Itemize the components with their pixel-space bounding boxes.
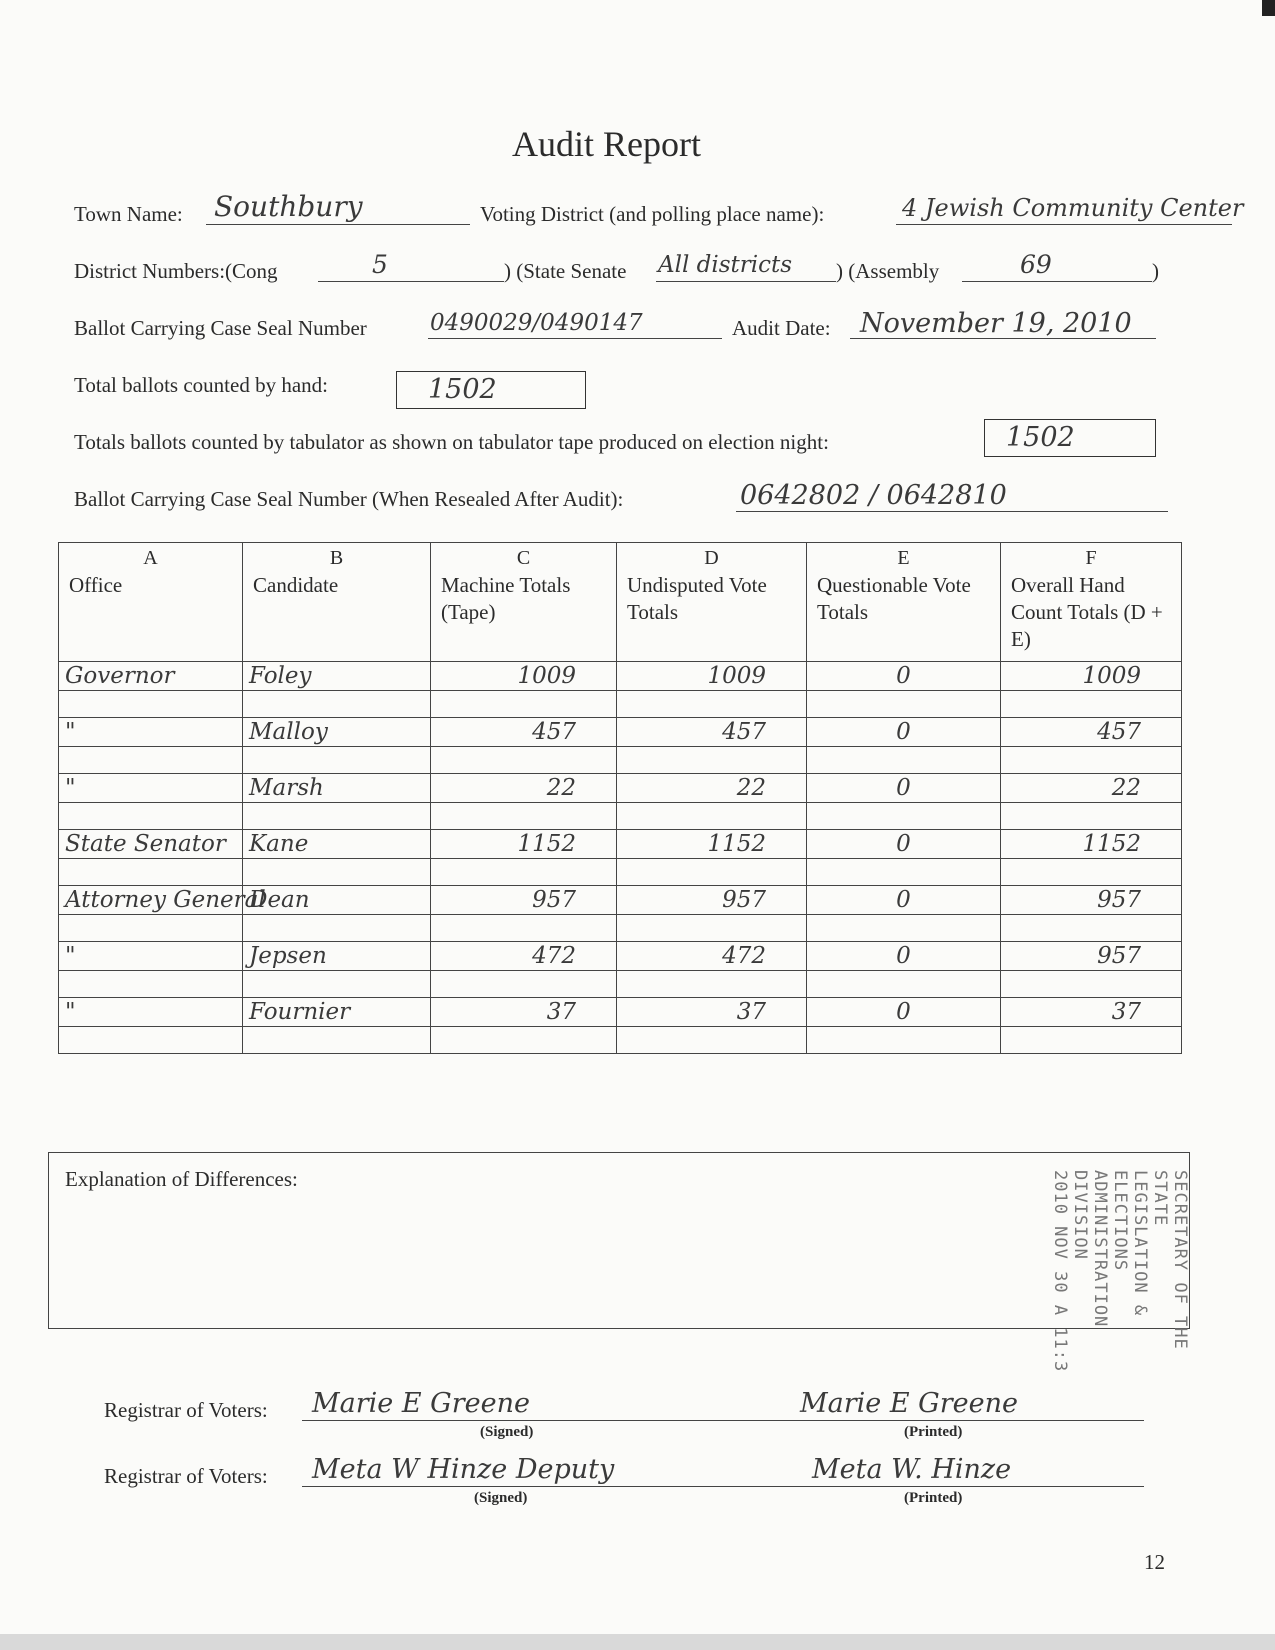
- tabulator-count-value: 1502: [1006, 422, 1075, 453]
- empty-cell: [59, 691, 243, 718]
- questionable-total-cell-text: 0: [896, 999, 911, 1025]
- questionable-total-cell-text: 0: [896, 887, 911, 913]
- empty-cell: [431, 691, 617, 718]
- empty-cell: [59, 859, 243, 886]
- undisputed-total-cell-text: 1009: [707, 663, 766, 689]
- empty-cell: [59, 803, 243, 830]
- empty-cell: [807, 747, 1001, 774]
- overall-total-cell: [1001, 774, 1182, 803]
- table-row: [59, 830, 1182, 859]
- empty-cell: [807, 915, 1001, 942]
- office-cell-text: Attorney General: [65, 887, 266, 913]
- column-header-c: C Machine Totals (Tape): [431, 543, 617, 662]
- overall-total-cell-text: 1009: [1082, 663, 1141, 689]
- table-spacer-row: [59, 803, 1182, 830]
- empty-cell: [1001, 803, 1182, 830]
- table-row: [59, 774, 1182, 803]
- machine-total-cell-text: 1152: [517, 831, 576, 857]
- office-cell-text: ": [65, 775, 76, 801]
- table-body: [59, 662, 1182, 1054]
- undisputed-total-cell-text: 472: [722, 943, 766, 969]
- state-senate-value: All districts: [658, 252, 793, 278]
- questionable-total-cell: [807, 718, 1001, 747]
- audit-date-label: Audit Date:: [732, 316, 831, 340]
- candidate-cell: [243, 942, 431, 971]
- registrar-2-printed-caption: (Printed): [904, 1490, 963, 1506]
- page-title: Audit Report: [512, 124, 701, 164]
- candidate-cell: [243, 886, 431, 915]
- empty-cell: [617, 747, 807, 774]
- questionable-total-cell: [807, 998, 1001, 1027]
- office-cell-text: State Senator: [65, 831, 226, 857]
- undisputed-total-cell-text: 957: [722, 887, 766, 913]
- stamp-line-3: ADMINISTRATION DIVISION: [1070, 1170, 1110, 1328]
- office-cell: [59, 998, 243, 1027]
- empty-cell: [243, 971, 431, 998]
- assembly-underline: [962, 281, 1152, 282]
- state-senate-underline: [656, 281, 836, 282]
- machine-total-cell-text: 1009: [517, 663, 576, 689]
- voting-district-underline: [896, 224, 1232, 225]
- empty-cell: [59, 747, 243, 774]
- machine-total-cell: [431, 662, 617, 691]
- candidate-cell-text: Foley: [249, 663, 312, 689]
- tabulator-count-label: Totals ballots counted by tabulator as shown on tabulator tape produced on election night:: [74, 430, 829, 454]
- empty-cell: [1001, 747, 1182, 774]
- undisputed-total-cell-text: 457: [722, 719, 766, 745]
- machine-total-cell-text: 37: [546, 999, 576, 1025]
- registrar-2-signed: Meta W Hinze Deputy: [312, 1454, 615, 1485]
- questionable-total-cell-text: 0: [896, 663, 911, 689]
- empty-cell: [617, 1027, 807, 1054]
- table-row: [59, 998, 1182, 1027]
- overall-total-cell: [1001, 942, 1182, 971]
- empty-cell: [1001, 1027, 1182, 1054]
- empty-cell: [243, 859, 431, 886]
- table-spacer-row: [59, 971, 1182, 998]
- overall-total-cell-text: 457: [1097, 719, 1141, 745]
- received-stamp: [1050, 1170, 1190, 1390]
- overall-total-cell-text: 957: [1097, 943, 1141, 969]
- empty-cell: [617, 859, 807, 886]
- candidate-cell: [243, 718, 431, 747]
- seal-number-value: 0490029/0490147: [430, 310, 643, 336]
- overall-total-cell: [1001, 662, 1182, 691]
- questionable-total-cell-text: 0: [896, 775, 911, 801]
- questionable-total-cell-text: 0: [896, 719, 911, 745]
- empty-cell: [243, 747, 431, 774]
- office-cell-text: ": [65, 943, 76, 969]
- table-spacer-row: [59, 1027, 1182, 1054]
- machine-total-cell: [431, 998, 617, 1027]
- machine-total-cell: [431, 774, 617, 803]
- candidate-cell-text: Marsh: [249, 775, 324, 801]
- table-row: [59, 718, 1182, 747]
- assembly-close-paren: ): [1152, 259, 1159, 283]
- column-header-a: A Office: [59, 543, 243, 662]
- office-cell: [59, 886, 266, 915]
- empty-cell: [431, 747, 617, 774]
- reseal-number-label: Ballot Carrying Case Seal Number (When Resealed After Audit):: [74, 487, 624, 511]
- column-header-f: F Overall Hand Count Totals (D + E): [1001, 543, 1182, 662]
- office-cell: [59, 774, 243, 803]
- explanation-label: Explanation of Differences:: [65, 1167, 298, 1191]
- office-cell-text: ": [65, 719, 76, 745]
- overall-total-cell: [1001, 998, 1182, 1027]
- machine-total-cell-text: 457: [532, 719, 576, 745]
- overall-total-cell: [1001, 718, 1182, 747]
- candidate-cell: [243, 830, 431, 859]
- empty-cell: [243, 1027, 431, 1054]
- table-row: [59, 886, 1182, 915]
- table-spacer-row: [59, 915, 1182, 942]
- column-header-b: B Candidate: [243, 543, 431, 662]
- office-cell: [59, 830, 243, 859]
- empty-cell: [617, 691, 807, 718]
- empty-cell: [1001, 915, 1182, 942]
- machine-total-cell: [431, 886, 617, 915]
- machine-total-cell-text: 22: [546, 775, 576, 801]
- registrar-1-printed-caption: (Printed): [904, 1424, 963, 1440]
- undisputed-total-cell-text: 1152: [707, 831, 766, 857]
- undisputed-total-cell-text: 22: [736, 775, 766, 801]
- questionable-total-cell: [807, 774, 1001, 803]
- empty-cell: [243, 691, 431, 718]
- overall-total-cell-text: 22: [1111, 775, 1141, 801]
- empty-cell: [617, 803, 807, 830]
- audit-table: [58, 542, 1182, 1054]
- empty-cell: [431, 1027, 617, 1054]
- questionable-total-cell-text: 0: [896, 943, 911, 969]
- questionable-total-cell: [807, 886, 1001, 915]
- registrar-1-signed-caption: (Signed): [480, 1424, 534, 1440]
- table-header-row: [59, 543, 1182, 662]
- scan-corner-mark: [1262, 0, 1275, 16]
- table-row: [59, 662, 1182, 691]
- candidate-cell: [243, 662, 431, 691]
- stamp-line-1: SECRETARY OF THE STATE: [1150, 1170, 1190, 1350]
- empty-cell: [807, 691, 1001, 718]
- town-name-value: Southbury: [214, 190, 363, 223]
- voting-district-label: Voting District (and polling place name):: [480, 202, 825, 226]
- empty-cell: [431, 803, 617, 830]
- registrar-1-underline: [302, 1420, 1144, 1421]
- undisputed-total-cell: [617, 830, 807, 859]
- empty-cell: [1001, 859, 1182, 886]
- assembly-value: 69: [1020, 250, 1052, 279]
- undisputed-total-cell-text: 37: [736, 999, 766, 1025]
- overall-total-cell-text: 1152: [1082, 831, 1141, 857]
- table-spacer-row: [59, 859, 1182, 886]
- scan-edge: [0, 1634, 1275, 1650]
- registrar-2-underline: [302, 1486, 1144, 1487]
- empty-cell: [59, 1027, 243, 1054]
- table-spacer-row: [59, 747, 1182, 774]
- explanation-box: [48, 1152, 1190, 1329]
- undisputed-total-cell: [617, 718, 807, 747]
- cong-value: 5: [372, 250, 388, 279]
- empty-cell: [59, 915, 243, 942]
- machine-total-cell: [431, 830, 617, 859]
- column-header-d: D Undisputed Vote Totals: [617, 543, 807, 662]
- machine-total-cell-text: 957: [532, 887, 576, 913]
- registrar-2-signed-caption: (Signed): [474, 1490, 528, 1506]
- empty-cell: [617, 915, 807, 942]
- stamp-line-4: 2010 NOV 30 A 11:3: [1050, 1170, 1070, 1373]
- candidate-cell-text: Dean: [249, 887, 310, 913]
- office-cell: [59, 942, 243, 971]
- registrar-1-signed: Marie E Greene: [312, 1388, 530, 1419]
- machine-total-cell: [431, 718, 617, 747]
- candidate-cell-text: Kane: [249, 831, 309, 857]
- state-senate-label: ) (State Senate: [504, 259, 627, 283]
- candidate-cell: [243, 998, 431, 1027]
- office-cell-text: ": [65, 999, 76, 1025]
- town-name-underline: [206, 224, 470, 225]
- overall-total-cell-text: 37: [1111, 999, 1141, 1025]
- hand-count-value: 1502: [428, 374, 497, 405]
- town-name-label: Town Name:: [74, 202, 183, 226]
- empty-cell: [431, 915, 617, 942]
- voting-district-value: 4 Jewish Community Center: [902, 194, 1244, 222]
- machine-total-cell-text: 472: [532, 943, 576, 969]
- column-header-e: E Questionable Vote Totals: [807, 543, 1001, 662]
- seal-number-label: Ballot Carrying Case Seal Number: [74, 316, 367, 340]
- candidate-cell: [243, 774, 431, 803]
- cong-underline: [318, 281, 504, 282]
- questionable-total-cell-text: 0: [896, 831, 911, 857]
- empty-cell: [807, 1027, 1001, 1054]
- undisputed-total-cell: [617, 774, 807, 803]
- reseal-number-value: 0642802 / 0642810: [740, 480, 1007, 511]
- overall-total-cell-text: 957: [1097, 887, 1141, 913]
- hand-count-label: Total ballots counted by hand:: [74, 373, 328, 397]
- reseal-number-underline: [736, 511, 1168, 512]
- machine-total-cell: [431, 942, 617, 971]
- undisputed-total-cell: [617, 998, 807, 1027]
- empty-cell: [1001, 691, 1182, 718]
- stamp-line-2: LEGISLATION & ELECTIONS: [1110, 1170, 1150, 1317]
- empty-cell: [1001, 971, 1182, 998]
- empty-cell: [243, 915, 431, 942]
- candidate-cell-text: Malloy: [249, 719, 328, 745]
- undisputed-total-cell: [617, 662, 807, 691]
- empty-cell: [243, 803, 431, 830]
- audit-date-value: November 19, 2010: [860, 308, 1132, 339]
- table-spacer-row: [59, 691, 1182, 718]
- registrar-1-printed: Marie E Greene: [800, 1388, 1018, 1419]
- overall-total-cell: [1001, 830, 1182, 859]
- district-numbers-label: District Numbers:(Cong: [74, 259, 278, 283]
- seal-number-underline: [428, 338, 722, 339]
- office-cell: [59, 662, 243, 691]
- candidate-cell-text: Fournier: [249, 999, 351, 1025]
- empty-cell: [617, 971, 807, 998]
- questionable-total-cell: [807, 662, 1001, 691]
- empty-cell: [807, 803, 1001, 830]
- questionable-total-cell: [807, 942, 1001, 971]
- page-number: 12: [1144, 1550, 1165, 1574]
- empty-cell: [807, 859, 1001, 886]
- registrar-1-label: Registrar of Voters:: [104, 1398, 268, 1422]
- questionable-total-cell: [807, 830, 1001, 859]
- table-row: [59, 942, 1182, 971]
- undisputed-total-cell: [617, 942, 807, 971]
- empty-cell: [431, 859, 617, 886]
- candidate-cell-text: Jepsen: [249, 943, 327, 969]
- office-cell-text: Governor: [65, 663, 175, 689]
- office-cell: [59, 718, 243, 747]
- empty-cell: [431, 971, 617, 998]
- empty-cell: [807, 971, 1001, 998]
- registrar-2-printed: Meta W. Hinze: [812, 1454, 1012, 1485]
- empty-cell: [59, 971, 243, 998]
- undisputed-total-cell: [617, 886, 807, 915]
- registrar-2-label: Registrar of Voters:: [104, 1464, 268, 1488]
- overall-total-cell: [1001, 886, 1182, 915]
- assembly-label: ) (Assembly: [836, 259, 940, 283]
